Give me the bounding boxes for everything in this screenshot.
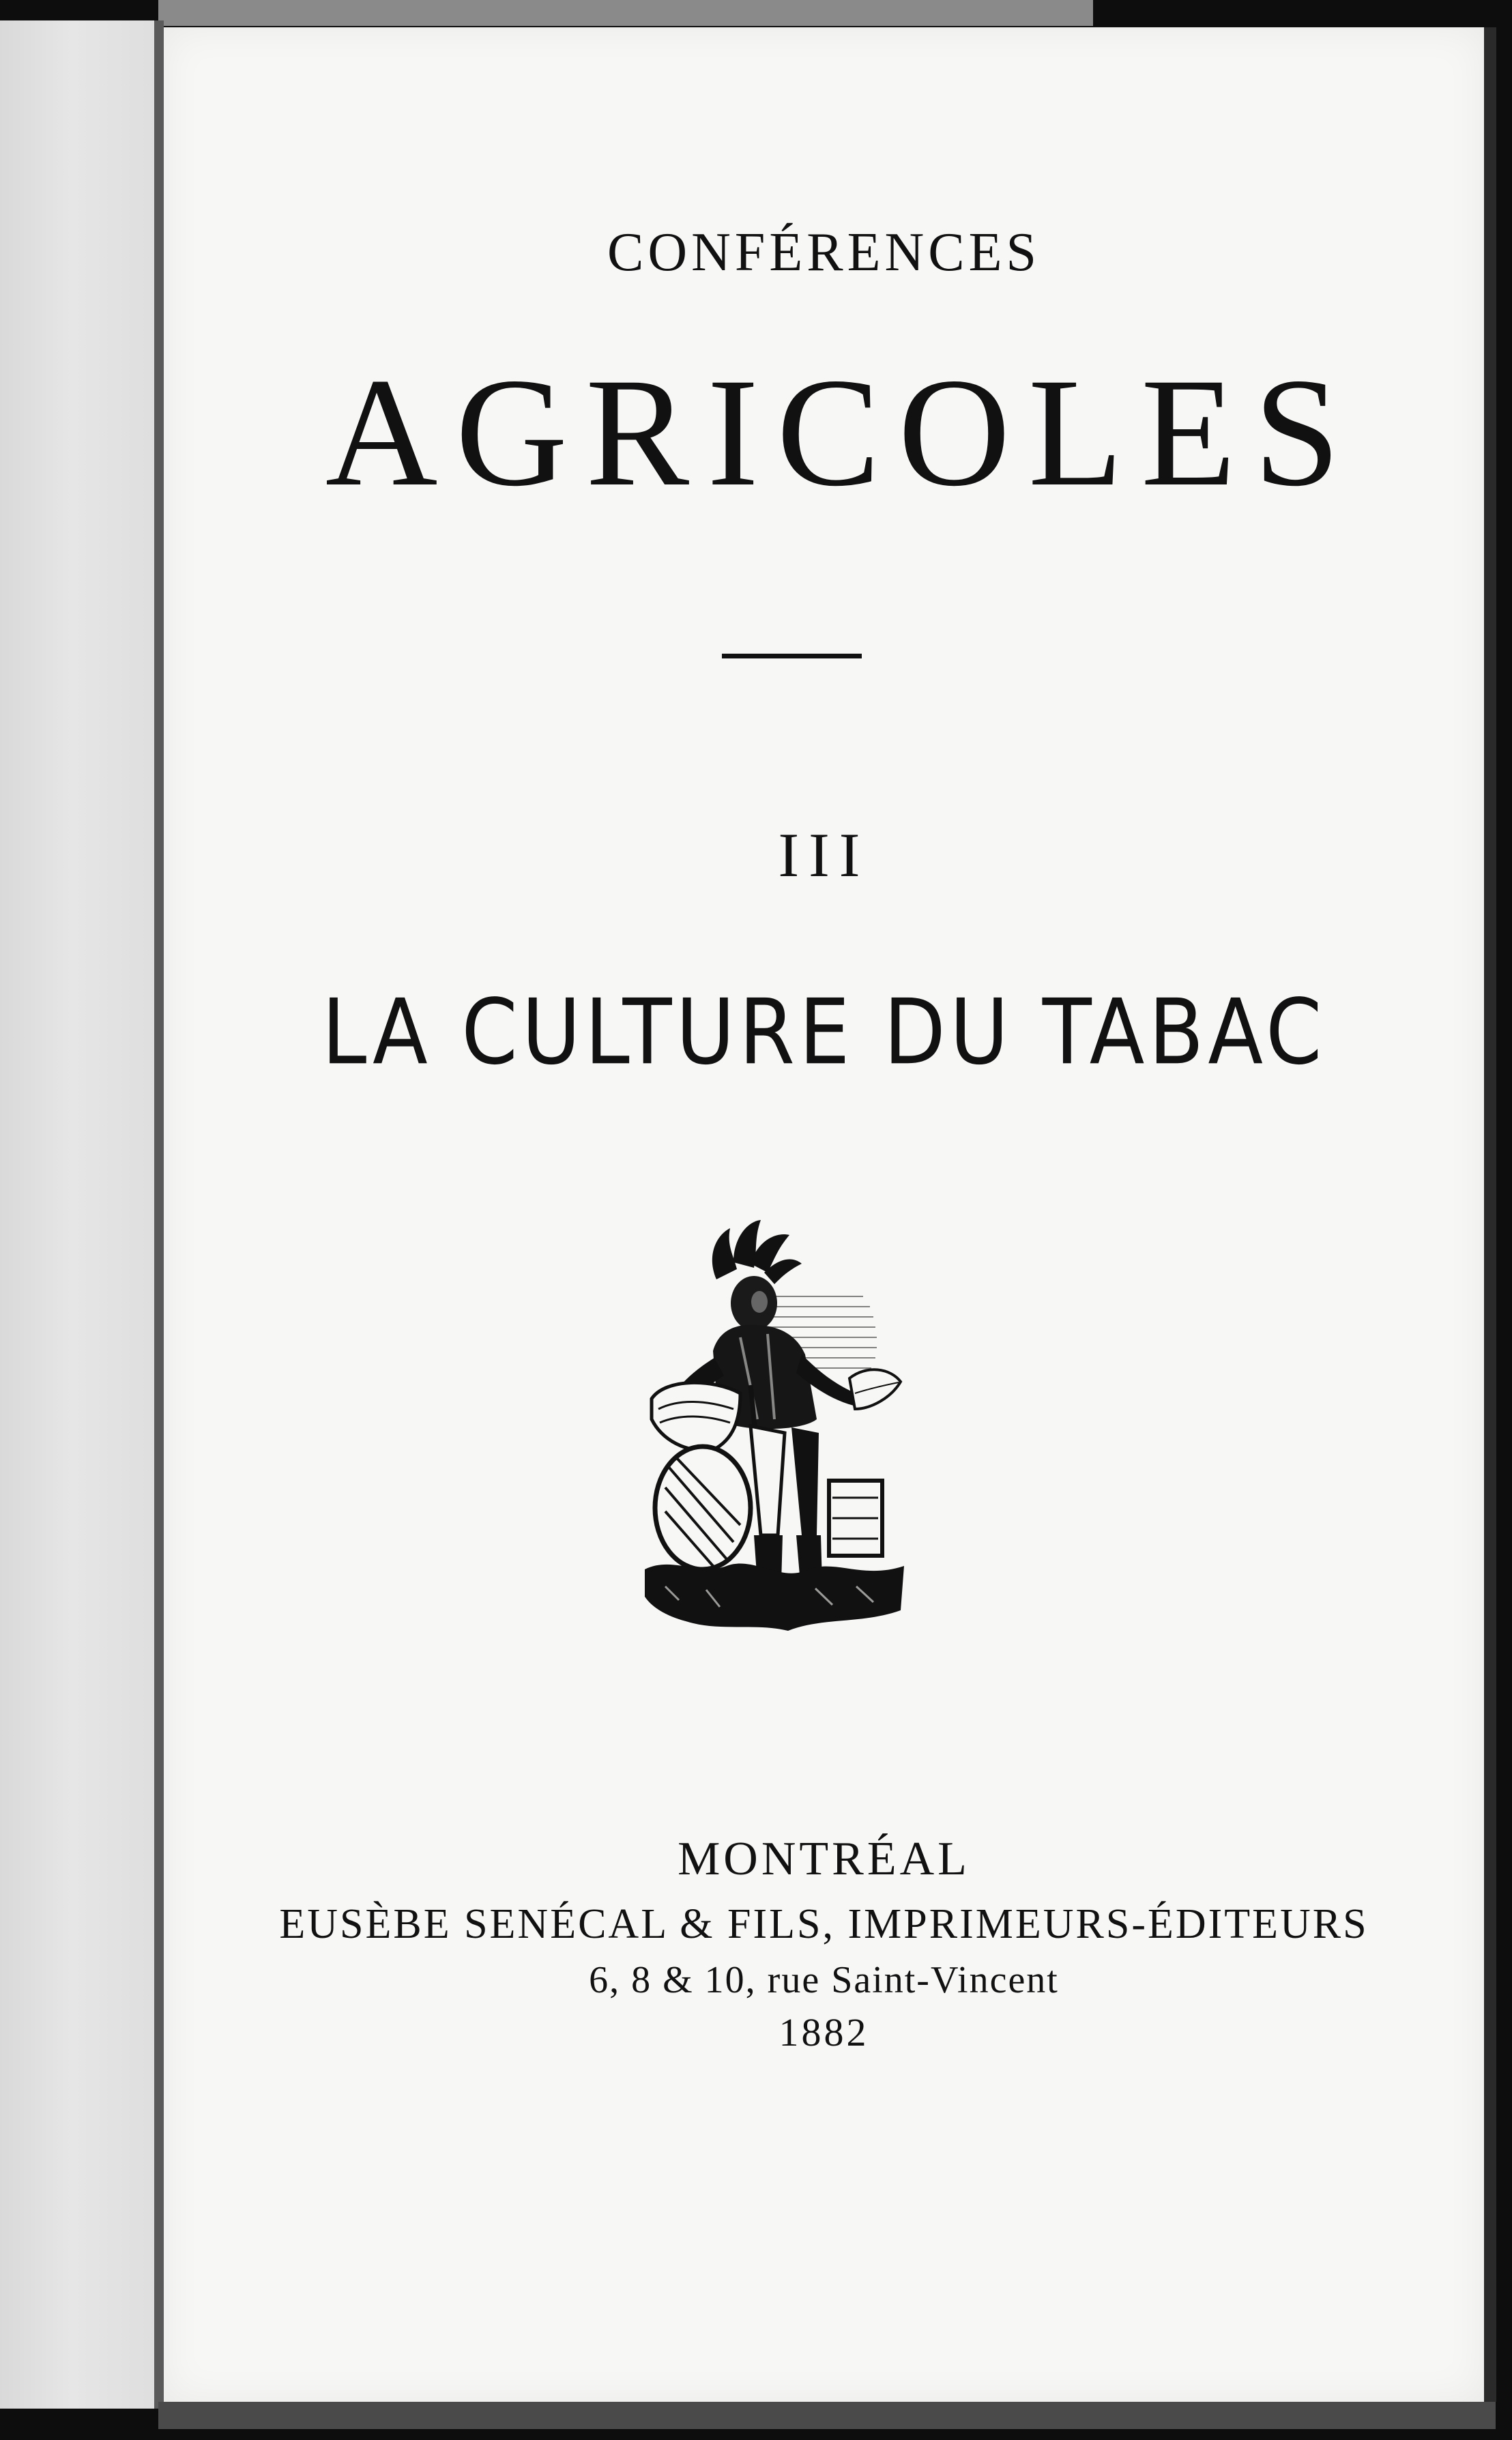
imprint-city: MONTRÉAL (678, 1833, 970, 1885)
scan-top-strip (158, 0, 1093, 26)
title-page (164, 27, 1484, 2402)
series-title: CONFÉRENCES (607, 222, 1041, 282)
page-right-edge (1484, 27, 1496, 2402)
imprint-address: 6, 8 & 10, rue Saint-Vincent (589, 1959, 1059, 2001)
left-board-edge (154, 20, 164, 2409)
scan-bottom-strip (158, 2402, 1496, 2429)
main-title: AGRICOLES (325, 347, 1358, 519)
subtitle: LA CULTURE DU TABAC (321, 979, 1326, 1085)
imprint-publisher: EUSÈBE SENÉCAL & FILS, IMPRIMEURS-ÉDITEURS (279, 1901, 1369, 1947)
imprint-year: 1882 (779, 2010, 869, 2054)
seated-figure-with-barrel-vignette-icon (638, 1215, 911, 1638)
title-rule (722, 654, 862, 658)
volume-number: III (778, 820, 870, 890)
left-facing-board (0, 20, 158, 2409)
